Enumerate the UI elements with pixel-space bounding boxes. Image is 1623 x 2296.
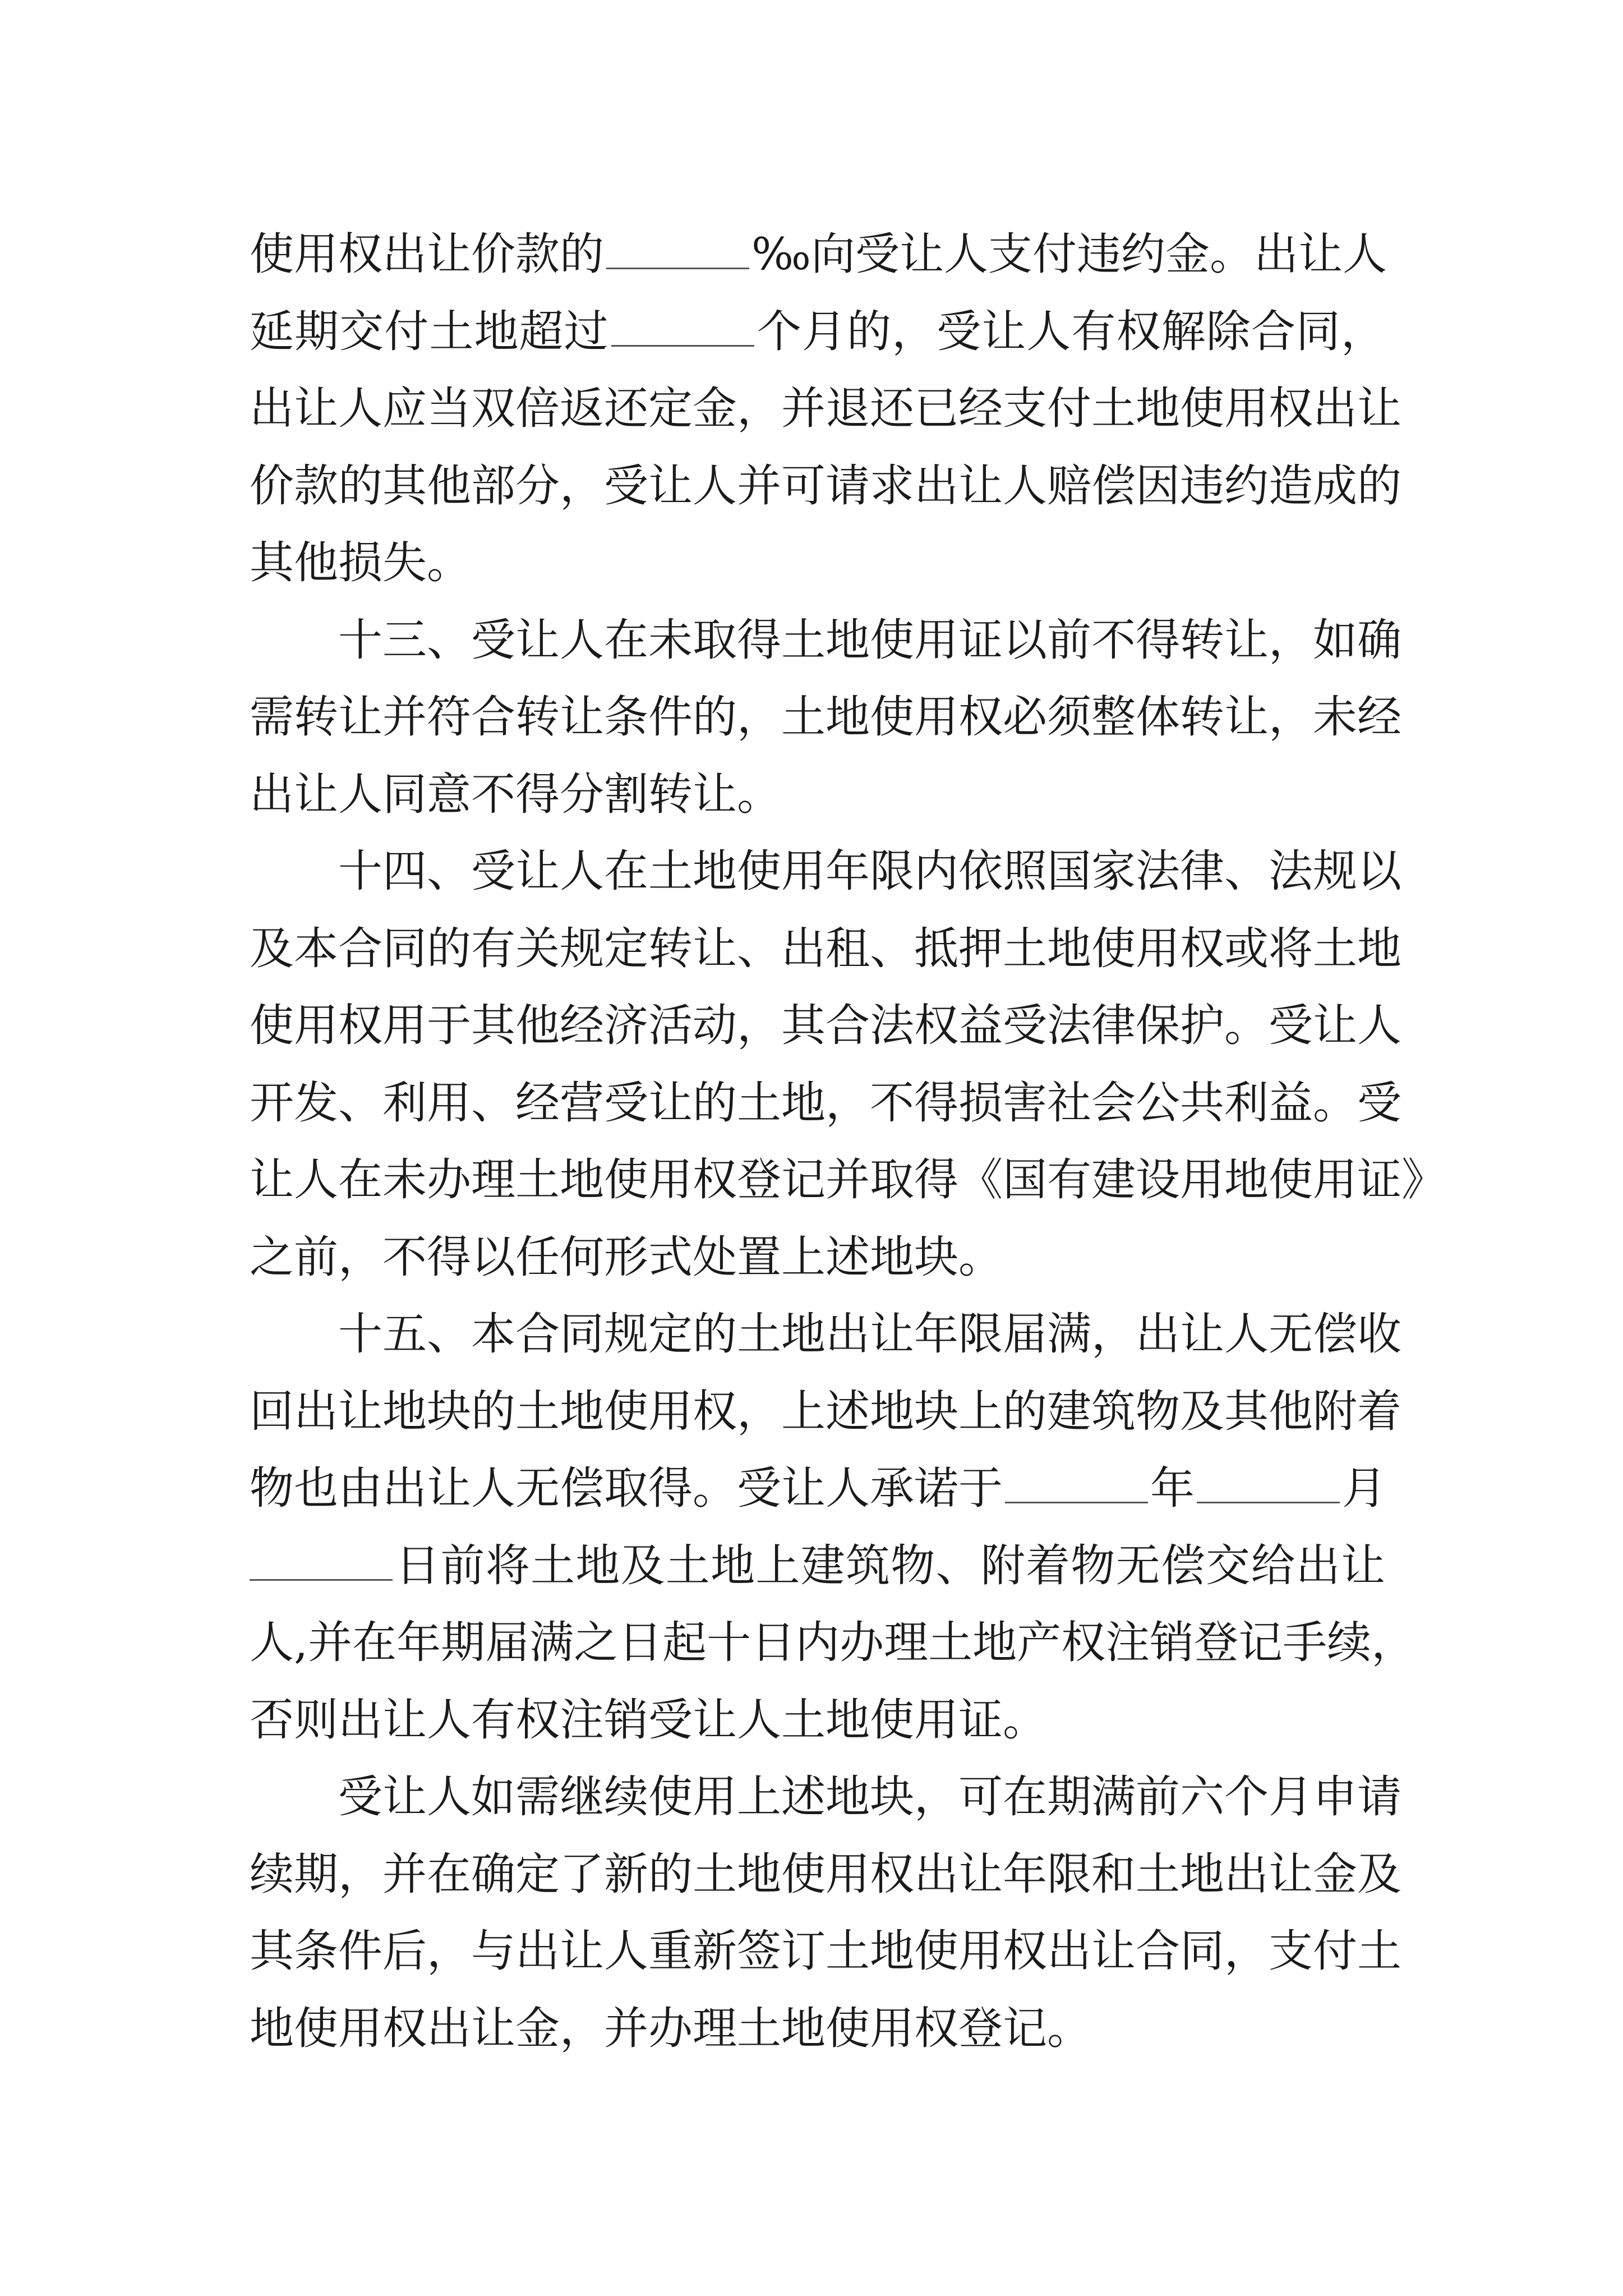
text-line: 让人在未办理土地使用权登记并取得《国有建设用地使用证》 [250,1154,1446,1205]
paragraph-penalty-continued [250,216,1401,602]
fill-in-blank-day[interactable] [250,1540,393,1581]
text-segment: 使用权出让价款的 [250,228,604,280]
paragraph-renewal [250,1759,1401,2067]
text-line: 十三、受让人在未取得土地使用证以前不得转让，如确 [338,614,1401,666]
text-line: 价款的其他部分，受让人并可请求出让人赔偿因违约造成的 [250,459,1401,512]
fill-in-blank-months[interactable] [611,306,754,347]
text-segment: 个月的，受让人有权解除合同， [756,305,1386,357]
text-line: 其条件后，与出让人重新签订土地使用权出让合同，支付土 [250,1925,1401,1977]
text-line: 之前，不得以任何形式处置上述地块。 [250,1231,1003,1283]
text-line: 需转让并符合转让条件的，土地使用权必须整体转让，未经 [250,691,1401,743]
text-line: 使用权用于其他经济活动，其合法权益受法律保护。受让人 [250,1000,1401,1051]
text-segment: 物也由出让人无偿取得。受让人承诺于 [250,1462,1003,1514]
text-segment: 日前将土地及土地上建筑物、附着物无偿交给出让 [395,1539,1385,1591]
text-line: 否则出让人有权注销受让人土地使用证。 [250,1694,1047,1746]
text-line: 出让人同意不得分割转让。 [250,768,781,820]
text-line: 出让人应当双倍返还定金，并退还已经支付土地使用权出让 [250,383,1401,434]
text-line: 续期，并在确定了新的土地使用权出让年限和土地出让金及 [250,1848,1401,1900]
text-line: 受让人如需继续使用上述地块，可在期满前六个月申请 [338,1771,1401,1823]
document-page [250,216,1446,2067]
text-line: 及本合同的有关规定转让、出租、抵押土地使用权或将土地 [250,922,1401,974]
fill-in-blank-permille[interactable] [606,228,749,269]
text-line [250,293,1385,371]
fill-in-blank-year[interactable] [1005,1462,1148,1503]
text-segment: 月 [1342,1462,1386,1514]
text-line: 十五、本合同规定的土地出让年限届满，出让人无偿收 [338,1308,1401,1360]
text-line [250,1450,1385,1527]
paragraph-clause-13 [250,602,1401,834]
paragraph-clause-14 [250,833,1446,1296]
text-line: 开发、利用、经营受让的土地，不得损害社会公共利益。受 [250,1076,1401,1129]
text-line [250,216,1385,293]
text-line [250,1527,1385,1605]
text-line: 人,并在年期届满之日起十日内办理土地产权注销登记手续， [250,1617,1416,1668]
paragraph-clause-15 [250,1296,1416,1759]
text-segment: 年 [1150,1462,1195,1514]
text-segment: ‰向受让人支付违约金。出让人 [751,228,1387,280]
text-line: 十四、受让人在土地使用年限内依照国家法律、法规以 [338,845,1401,897]
text-segment: 延期交付土地超过 [250,305,609,357]
text-line: 回出让地块的土地使用权，上述地块上的建筑物及其他附着 [250,1385,1401,1437]
fill-in-blank-month[interactable] [1197,1462,1340,1503]
text-line: 其他损失。 [250,537,471,588]
text-line: 地使用权出让金，并办理土地使用权登记。 [250,2002,1091,2054]
